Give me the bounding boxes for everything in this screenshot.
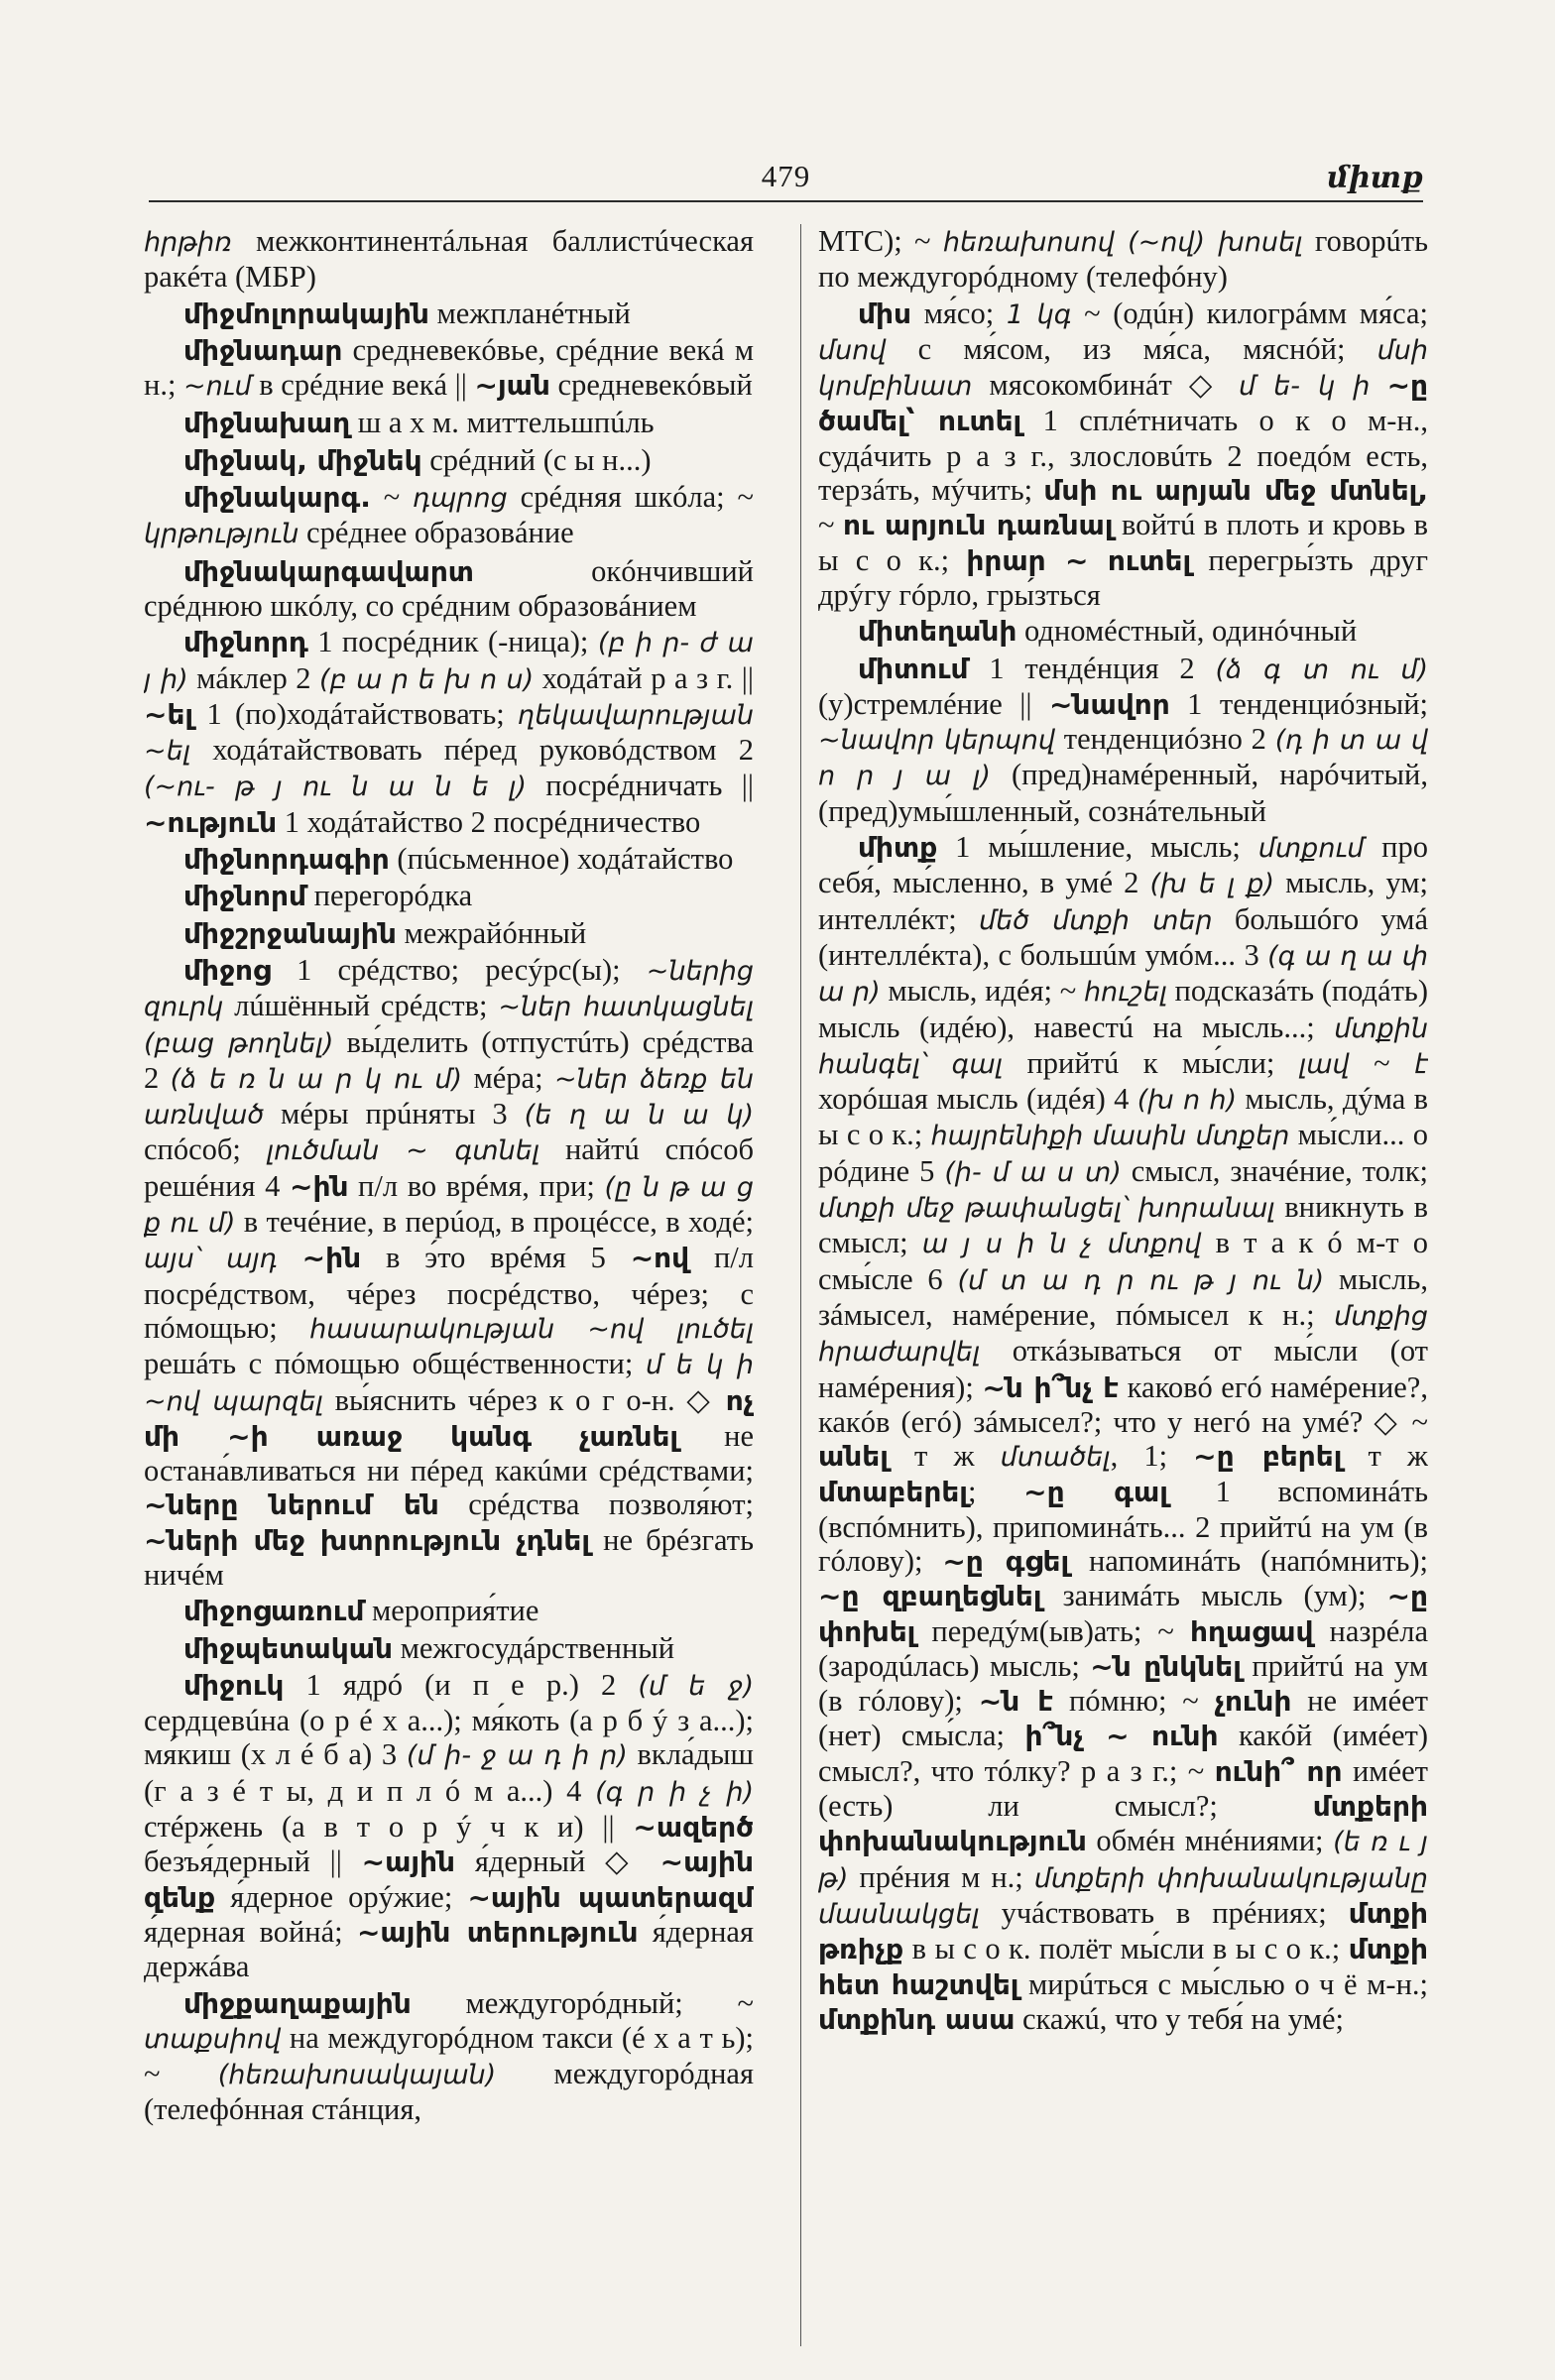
translation-text: прийтú на ум (в гóлову); — [818, 1648, 1428, 1719]
italic-gloss: է — [1414, 1048, 1428, 1080]
translation-text: окóнчивший срéднюю шкóлу, со срéдним образовáнием — [144, 553, 754, 623]
italic-gloss: (ձ ե ռ ն ա ր կ ու մ) — [170, 1063, 463, 1095]
headword: ~ն է — [978, 1685, 1054, 1719]
translation-text: я́дерная держáва — [144, 1914, 754, 1984]
headword: ոչ մի ~ի առաջ կանգ չառնել — [144, 1383, 754, 1453]
translation-text: ходáтай р а з г. || — [534, 660, 754, 695]
italic-gloss: ~ներից զուրկ — [144, 955, 754, 1023]
translation-text: 1 ядрó (и п е р.) 2 — [284, 1667, 639, 1702]
headword: ~ը փոխել — [818, 1580, 1428, 1648]
italic-gloss: այս՝ այդ — [144, 1244, 278, 1275]
translation-text: вы́делить (отпустúть) срéдства 2 — [144, 1024, 754, 1095]
italic-gloss: (մ տ ա դ ր ու թ յ ու ն) — [957, 1264, 1325, 1296]
headword: ~ը ծամել՝ ուտել — [818, 369, 1428, 438]
dictionary-entry — [144, 443, 754, 478]
italic-gloss: մ ե կ ի ~ով պարզել — [144, 1350, 754, 1417]
translation-text: ~ — [1349, 1045, 1415, 1080]
italic-gloss: տաքսիով — [144, 2023, 282, 2055]
translation-text: хорóшая мысль (идéя) 4 — [818, 1082, 1137, 1117]
translation-text: мя́со; — [910, 296, 1007, 330]
translation-text: не имéет (нет) смы́сла; — [818, 1684, 1428, 1753]
italic-gloss: (մ ե ջ) — [638, 1670, 754, 1702]
headword: մտքերի փոխանակություն — [818, 1790, 1428, 1858]
headword: ի՞նչ ~ ունի — [1024, 1720, 1219, 1753]
translation-text: мысль, идéя; ~ — [880, 974, 1084, 1009]
translation-text: мáклер 2 — [187, 660, 320, 695]
dictionary-entry — [818, 830, 1428, 2037]
translation-text: мéры прúняты 3 — [264, 1097, 525, 1131]
italic-gloss: 1 կգ — [1006, 298, 1072, 330]
headword: ~ին — [301, 1242, 362, 1275]
dictionary-entry — [818, 224, 1428, 295]
translation-text: междугорóдная (телефóнная стáнция, — [144, 2057, 754, 2127]
dictionary-entry — [818, 614, 1428, 649]
translation-text: большóго умá (интеллéкта), с большúм умóм... 3 — [818, 901, 1428, 972]
translation-text: МТС); ~ — [818, 224, 943, 258]
translation-text: обмéн мнéниями; — [1086, 1824, 1334, 1858]
translation-text: вникнуть в смысл; — [818, 1190, 1428, 1260]
dictionary-entry — [144, 1594, 754, 1628]
dictionary-entry — [144, 1631, 754, 1666]
italic-gloss: մտքում — [1257, 833, 1365, 865]
dictionary-entry — [144, 842, 754, 877]
translation-text: я́дерная войнá; — [144, 1914, 357, 1949]
headword: ~ային զենք — [144, 1845, 754, 1914]
headword: ~ը զբաղեցնել — [818, 1580, 1042, 1613]
italic-gloss: հասարակության ~ով լուծել — [309, 1313, 754, 1345]
translation-text: ш а х м. миттельшпúль — [350, 406, 655, 440]
headword: միս — [858, 297, 911, 330]
translation-text: мероприя́тие — [364, 1594, 539, 1628]
headword: միջմոլորակային — [183, 297, 429, 330]
translation-text: я́дерный ◇ — [455, 1844, 660, 1879]
headword: ~ին — [289, 1169, 349, 1203]
translation-text: откáзываться от мы́сли (от намéрения); — [818, 1334, 1428, 1404]
italic-gloss: ~ներ ձեռք են առնված — [144, 1063, 754, 1131]
headword: ~ել — [144, 697, 194, 731]
headword: միջնորմ — [183, 880, 306, 913]
italic-gloss: մտքի մեջ թափանցել՝ խորանալ — [818, 1193, 1275, 1225]
headword: ~ություն — [144, 805, 278, 839]
dictionary-entry — [144, 1986, 754, 2127]
translation-text: в т а к ó м-т о смы́сле 6 — [818, 1226, 1428, 1296]
translation-text: прийтú к мы́сли; — [1002, 1045, 1299, 1080]
translation-text: говорúть по междугорóдному (телефóну) — [818, 224, 1428, 295]
headword: ~ազերծ — [633, 1811, 754, 1844]
italic-gloss: ~ներ հատկացնել (բաց թողնել) — [144, 992, 754, 1059]
italic-gloss: (~ու- թ յ ու ն ա ն ե լ) — [144, 772, 527, 803]
translation-text: 1 ходáтайство 2 посрéдничество — [277, 804, 701, 839]
dictionary-entry — [144, 333, 754, 405]
translation-text: т ж — [1342, 1439, 1428, 1474]
translation-text: , 1; — [1110, 1439, 1194, 1474]
italic-gloss: (գ ա ղ ա փ ա ր) — [818, 940, 1428, 1009]
right-column — [818, 224, 1428, 2346]
translation-text: войтú в плоть и кровь в ы с о к.; — [818, 508, 1428, 577]
headword: միջնակ, միջնեկ — [183, 443, 422, 477]
italic-gloss: հուշել — [1083, 977, 1167, 1009]
headword: մտքի հետ հաշտվել — [818, 1933, 1428, 2001]
translation-text: решáть с пóмощью общéственности; — [144, 1347, 646, 1381]
translation-text: п/л посрéдством, чéрез посрéдство, чéрез; с пóмощью; — [144, 1241, 754, 1345]
italic-gloss: (բ ի ր- ժ ա յ ի) — [144, 628, 754, 695]
translation-text: имéет (есть) ли смысл?; — [818, 1753, 1428, 1824]
translation-text: смысл, значéние, толк; — [1121, 1153, 1428, 1188]
headword: ~ները ներում են — [144, 1488, 439, 1522]
column-divider — [800, 224, 801, 2346]
translation-text: мысль, дýма в ы с о к.; — [818, 1082, 1428, 1152]
italic-gloss: (մ ի- ջ ա դ ի ր) — [406, 1740, 628, 1772]
italic-gloss: մեծ մտքի տեր — [978, 904, 1213, 936]
translation-text: т ж — [888, 1439, 1001, 1474]
translation-text: на междугорóдном такси (é х а т ь); ~ — [144, 2020, 754, 2091]
translation-text: не остана́вливаться ни пéред какúми срéдствами; — [144, 1418, 754, 1488]
italic-gloss: լավ — [1298, 1048, 1350, 1080]
translation-text: межрайóнный — [396, 915, 587, 950]
translation-text: средневекóвье, срéдние векá м н.; — [144, 332, 754, 403]
headword: մտքի թռիչք — [818, 1896, 1428, 1966]
italic-gloss: մտածել — [1000, 1442, 1111, 1474]
translation-text: 1 мы́шление, мысль; — [937, 830, 1258, 865]
italic-gloss: մսի կոմբինատ — [818, 334, 1428, 403]
italic-gloss: հեռախոսով (~ով) խոսել — [942, 227, 1303, 258]
headword: միտք — [858, 831, 938, 865]
page-number: 479 — [761, 159, 811, 193]
headword: միջուկ — [183, 1668, 285, 1702]
translation-text: подсказáть (подáть) мысль (идéю), навестú на мысль...; — [818, 974, 1428, 1044]
translation-text: какóй (имéет) смысл?, что тóлку? р а з г.; ~ — [818, 1719, 1428, 1788]
headword: միջոց — [183, 953, 272, 987]
translation-text: пóмню; ~ — [1053, 1684, 1215, 1719]
headword: միջոցառում — [183, 1595, 365, 1628]
headword: միջպետական — [183, 1631, 393, 1665]
italic-gloss: հրթիռ — [144, 227, 232, 258]
headword: ~ը գալ — [1023, 1476, 1168, 1509]
left-column — [144, 224, 754, 2346]
italic-gloss: (խ ո հ) — [1136, 1085, 1238, 1117]
headword: ունի՞ որ — [1214, 1754, 1343, 1788]
translation-text: средневекóвый — [549, 368, 753, 403]
translation-text: междугорóдный; ~ — [411, 1985, 754, 2020]
translation-text: назрéла (зародúлась) мысль; — [818, 1613, 1428, 1683]
translation-text: мясокомбинáт ◇ — [972, 368, 1239, 403]
italic-gloss: (ը ն թ ա ց ք ու մ) — [144, 1171, 754, 1240]
headword: միջնակարգ. — [183, 481, 371, 515]
translation-text: мирúться с мы́слью о ч ё м-н.; — [1018, 1966, 1428, 2001]
translation-text: ~ (одúн) килогрáмм мя́са; — [1071, 296, 1428, 330]
translation-text: с мя́сом, из мя́са, мяснóй; — [886, 331, 1377, 366]
translation-text: лúшённый срéдств; — [223, 989, 499, 1023]
translation-text: я́дерное орýжие; — [215, 1879, 468, 1914]
dictionary-entry — [144, 879, 754, 913]
translation-text: учáствовать в прéниях; — [979, 1895, 1349, 1930]
translation-text: не брéзгать ничéм — [144, 1522, 754, 1592]
italic-gloss: մսով — [818, 334, 887, 366]
translation-text: ~ — [370, 480, 414, 515]
translation-text: найтú спóсоб решéния 4 — [144, 1132, 754, 1203]
translation-text: перегорóдка — [306, 879, 473, 913]
translation-text: ; — [967, 1475, 1024, 1509]
headword: ~ային — [361, 1845, 456, 1879]
headword: միջնորդագիր — [183, 843, 390, 877]
translation-text: ходáтайствовать пéред руковóдством 2 — [190, 733, 754, 768]
translation-text: межконтинентáльная баллистúческая ракéта (МБР) — [144, 224, 754, 295]
headword: միտեղանի — [858, 615, 1017, 649]
italic-gloss: (ե ռ ւ յ թ) — [818, 1827, 1428, 1894]
translation-text: одномéстный, одинóчный — [1017, 614, 1358, 649]
italic-gloss: (բ ա ր ե խ ո ս) — [319, 663, 535, 695]
italic-gloss: (հեռախոսակայան) — [217, 2060, 497, 2091]
translation-text: занимáть мысль (ум); — [1041, 1579, 1387, 1613]
dictionary-entry — [818, 652, 1428, 828]
translation-text: сердцевúна (о р é х а...); мя́коть (а р б ý з а...); мя́киш (х л é б а) 3 — [144, 1704, 754, 1772]
headword: ~ը բերել — [1193, 1440, 1343, 1474]
translation-text: вы́яснить чéрез к о г о-н. ◇ — [322, 1382, 726, 1417]
headword: ~ն ի՞նչ է — [982, 1370, 1120, 1404]
translation-text — [278, 1241, 302, 1274]
dictionary-entry — [144, 625, 754, 840]
dictionary-entry — [144, 916, 754, 951]
translation-text: перегры́зть друг дрýгу гóрло, гры́зться — [818, 542, 1428, 612]
headword: ~ային պատերազմ — [467, 1880, 754, 1914]
italic-gloss: մ ե- կ ի — [1238, 371, 1371, 403]
translation-text: 1 срéдство; ресýрс(ы); — [271, 952, 647, 987]
headword: մտքինդ ասա — [818, 2002, 1016, 2036]
headword: միտում — [858, 652, 969, 685]
running-head: միտք — [1327, 162, 1423, 194]
italic-gloss: լուծման ~ գտնել — [266, 1135, 540, 1167]
translation-text: в э́то врéмя 5 — [361, 1241, 631, 1275]
translation-text: (у)стремлéние || — [818, 686, 1049, 721]
italic-gloss: (խ ե լ ք) — [1149, 869, 1274, 900]
italic-gloss: (գ ր ի չ ի) — [595, 1776, 754, 1808]
dictionary-entry — [144, 953, 754, 1592]
dictionary-entry — [144, 224, 754, 295]
headword: մտաբերել — [818, 1476, 968, 1509]
translation-text: посрéдничать || — [526, 769, 754, 803]
translation-text: срéдний (с ы н...) — [421, 442, 652, 477]
headword: միջքաղաքային — [183, 1986, 412, 2020]
translation-text: 1 вспоминáть (вспóмнить), припоминáть... 2 прийтú на ум (в гóлову); — [818, 1475, 1428, 1578]
translation-text: мысль, зáмысел, намéрение, пóмысел к н.; — [818, 1261, 1428, 1332]
translation-text: срéдняя шкóла; ~ — [507, 480, 754, 515]
translation-text: 1 тендéнция 2 — [968, 651, 1216, 685]
italic-gloss: մտքից հրաժարվել — [818, 1300, 1428, 1368]
dictionary-entry — [144, 1668, 754, 1984]
translation-text: срéднее образовáние — [299, 516, 574, 550]
headword: իրար ~ ուտել — [966, 543, 1192, 577]
translation-text: срéдства позволя́ют; — [438, 1488, 754, 1522]
translation-text: п/л во врéмя, при; — [348, 1168, 605, 1203]
italic-gloss: (ի- մ ա ս տ) — [944, 1156, 1122, 1188]
headword: միջնակարգավարտ — [183, 554, 474, 588]
italic-gloss: դպրոց — [413, 483, 508, 515]
headword: հղացավ — [1189, 1614, 1314, 1648]
headword: միջնադար — [183, 333, 343, 367]
headword: անել — [818, 1440, 889, 1474]
translation-text: прéния м н.; — [848, 1859, 1034, 1894]
italic-gloss: ա յ ս ի ն չ մտքով — [921, 1229, 1202, 1260]
translation-text: в срéдние векá || — [251, 368, 475, 403]
headword: միջնորդ — [183, 626, 308, 659]
translation-text: 1 посрéдник (-ница); — [307, 625, 598, 659]
translation-text: в течéние, в перúод, в процéссе, в ходé; — [235, 1205, 754, 1240]
headword: ~ների մեջ խտրություն չդնել — [144, 1523, 591, 1557]
headword: ~ն ընկնել — [1090, 1649, 1242, 1683]
translation-text: вкла́дыш (г а з é т ы, д и п л ó м а...) 4 — [144, 1737, 754, 1808]
italic-gloss: կրթություն — [144, 519, 299, 550]
dictionary-entry — [144, 554, 754, 624]
headword: միջնախաղ — [183, 407, 351, 440]
headword: ~ը գցել — [942, 1544, 1070, 1578]
italic-gloss: հայրենիքի մասին մտքեր — [930, 1121, 1290, 1152]
page-header — [149, 151, 1423, 202]
italic-gloss: (դ ի տ ա վ ո ր յ ա լ) — [818, 725, 1428, 792]
translation-text: передýм(ыв)ать; ~ — [915, 1613, 1190, 1648]
headword: մսի ու արյան մեջ մտնել, — [1043, 474, 1428, 508]
headword: միջշրջանային — [183, 916, 397, 950]
translation-text: (пред)намéренный, нарóчитый, (пред)умы́шленный, сознáтельный — [818, 758, 1428, 828]
translation-text — [1370, 368, 1386, 402]
italic-gloss: ղեկավարության — [518, 699, 754, 731]
italic-gloss: (ե ղ ա ն ա կ) — [524, 1100, 754, 1131]
dictionary-entry — [144, 480, 754, 552]
translation-text: скажú, что у тебя́ на умé; — [1015, 2001, 1344, 2036]
italic-gloss: (ձ գ տ ու մ) — [1215, 654, 1428, 685]
italic-gloss: մտքերի փոխանակությանը մասնակցել — [818, 1862, 1428, 1930]
translation-text: про себя́, мы́сленно, в умé 2 — [818, 830, 1428, 900]
translation-text: каковó егó намéрение?, какóв (егó) зáмысел?; что у негó на умé? ◇ ~ — [818, 1369, 1428, 1439]
italic-gloss: ~նավոր կերպով — [818, 725, 1055, 757]
translation-text: напоминáть (напóмнить); — [1069, 1543, 1428, 1578]
translation-text: в ы с о к. полёт мы́сли в ы с о к.; — [903, 1932, 1349, 1966]
translation-text: безъя́дерный || — [144, 1844, 362, 1879]
headword: ~նավոր — [1048, 687, 1170, 721]
translation-text: стéржень (а в т о р ý ч к и) || — [144, 1810, 634, 1844]
translation-text: спóсоб; — [144, 1132, 267, 1167]
headword: ու արյուն դառնալ — [842, 509, 1114, 542]
translation-text: мы́сли... о рóдине 5 — [818, 1118, 1428, 1188]
translation-text: мысль, ум; интеллéкт; — [818, 866, 1428, 936]
translation-text: ~ — [818, 508, 843, 542]
translation-text: межпланéтный — [428, 296, 631, 330]
headword: ~յան — [474, 369, 550, 403]
translation-text: 1 тенденциóзный; — [1169, 686, 1428, 721]
headword: ~ային տերություն — [356, 1915, 639, 1949]
dictionary-entry — [818, 297, 1428, 613]
italic-gloss: ~ել — [144, 736, 191, 768]
italic-gloss: ~ում — [183, 371, 252, 403]
translation-text: 1 сплéтничать о к о м-н., судáчить р а з г., злословúть 2 поедóм есть, терзáть, мýчить; — [818, 404, 1428, 508]
italic-gloss: մտքին հանգել՝ գալ — [818, 1012, 1428, 1080]
dictionary-entry — [144, 297, 754, 331]
headword: չունի — [1214, 1685, 1292, 1719]
translation-text: мéра; — [462, 1060, 554, 1095]
translation-text: тенденциóзно 2 — [1055, 722, 1275, 757]
translation-text: (пúсьменное) ходáтайство — [389, 842, 734, 877]
dictionary-entry — [144, 406, 754, 440]
translation-text: 1 (по)ходáтайствовать; — [193, 696, 519, 731]
translation-text: межгосудáрственный — [392, 1630, 675, 1665]
headword: ~ով — [630, 1242, 690, 1275]
